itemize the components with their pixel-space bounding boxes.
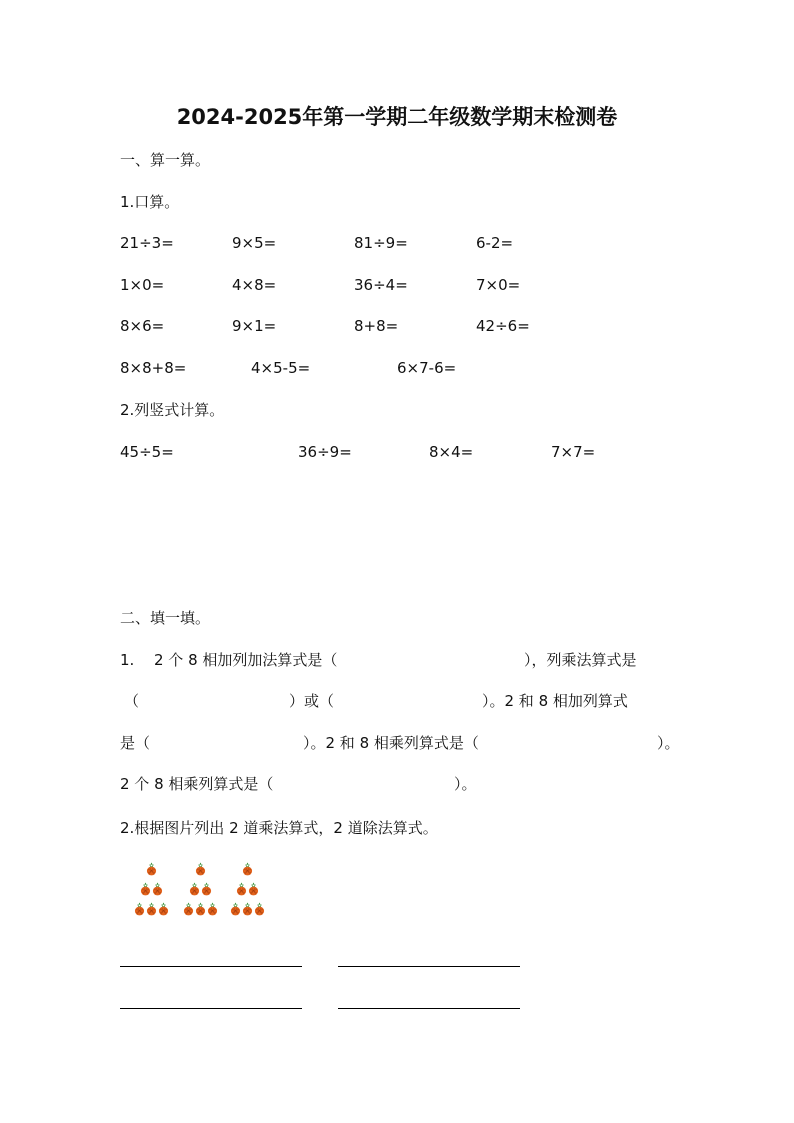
pineapple-icon xyxy=(189,880,200,898)
q1-label: 1.口算。 xyxy=(120,193,180,211)
oral-calc-item: 8×8+8= xyxy=(120,359,187,377)
fill-q1-text: （ xyxy=(124,692,140,710)
q2-label: 2.列竖式计算。 xyxy=(120,401,225,419)
answer-line[interactable] xyxy=(120,966,302,967)
section-1-heading: 一、算一算。 xyxy=(120,151,211,169)
pineapple-icon xyxy=(201,880,212,898)
pineapple-icon xyxy=(146,900,157,918)
oral-calc-item: 8+8= xyxy=(354,317,399,335)
pineapple-icon xyxy=(146,860,157,878)
pineapple-icon xyxy=(207,900,218,918)
pineapple-group-2 xyxy=(181,860,221,920)
pineapple-icon xyxy=(183,900,194,918)
pineapple-icon xyxy=(236,880,247,898)
fill-q1-text: 2 个 8 相加列加法算式是（ xyxy=(154,651,338,669)
vertical-calc-item: 8×4= xyxy=(429,443,474,461)
answer-line[interactable] xyxy=(338,966,520,967)
vertical-calc-item: 45÷5= xyxy=(120,443,174,461)
oral-calc-item: 8×6= xyxy=(120,317,165,335)
page-title: 2024-2025年第一学期二年级数学期末检测卷 xyxy=(176,105,618,129)
oral-calc-item: 1×0= xyxy=(120,276,165,294)
oral-calc-item: 81÷9= xyxy=(354,234,408,252)
oral-calc-item: 36÷4= xyxy=(354,276,408,294)
oral-calc-item: 4×8= xyxy=(232,276,277,294)
pineapple-icon xyxy=(230,900,241,918)
fill-q2-label: 2.根据图片列出 2 道乘法算式，2 道除法算式。 xyxy=(120,819,438,837)
answer-line[interactable] xyxy=(338,1008,520,1009)
pineapple-icon xyxy=(152,880,163,898)
fill-q1-text: 2 个 8 相乘列算式是（ xyxy=(120,775,274,793)
fill-q1-text: ）或（ xyxy=(289,692,335,710)
pineapple-icon xyxy=(195,900,206,918)
fill-q1-text: ）。 xyxy=(454,775,477,793)
fill-q1-text: 是（ xyxy=(120,734,151,752)
oral-calc-item: 7×0= xyxy=(476,276,521,294)
pineapple-icon xyxy=(140,880,151,898)
oral-calc-item: 4×5-5= xyxy=(251,359,311,377)
fill-q1-text: ），列乘法算式是 xyxy=(524,651,637,669)
oral-calc-item: 6-2= xyxy=(476,234,514,252)
fill-q1-text: ）。2 和 8 相加列算式 xyxy=(482,692,628,710)
vertical-calc-item: 7×7= xyxy=(551,443,596,461)
oral-calc-item: 42÷6= xyxy=(476,317,530,335)
oral-calc-item: 21÷3= xyxy=(120,234,174,252)
oral-calc-item: 9×1= xyxy=(232,317,277,335)
pineapple-group-1 xyxy=(132,860,172,920)
pineapple-icon xyxy=(195,860,206,878)
pineapple-icon xyxy=(134,900,145,918)
vertical-calc-item: 36÷9= xyxy=(298,443,352,461)
fill-q1-text: ）。2 和 8 相乘列算式是（ xyxy=(303,734,479,752)
oral-calc-item: 9×5= xyxy=(232,234,277,252)
answer-line[interactable] xyxy=(120,1008,302,1009)
pineapple-group-3 xyxy=(228,860,268,920)
pineapple-icon xyxy=(248,880,259,898)
fill-q1-number: 1. xyxy=(120,651,135,669)
pineapple-icon xyxy=(242,900,253,918)
pineapple-icon xyxy=(242,860,253,878)
oral-calc-item: 6×7-6= xyxy=(397,359,457,377)
pineapple-icon xyxy=(158,900,169,918)
pineapple-icon xyxy=(254,900,265,918)
fill-q1-text: ）。 xyxy=(657,734,680,752)
section-2-heading: 二、填一填。 xyxy=(120,609,211,627)
